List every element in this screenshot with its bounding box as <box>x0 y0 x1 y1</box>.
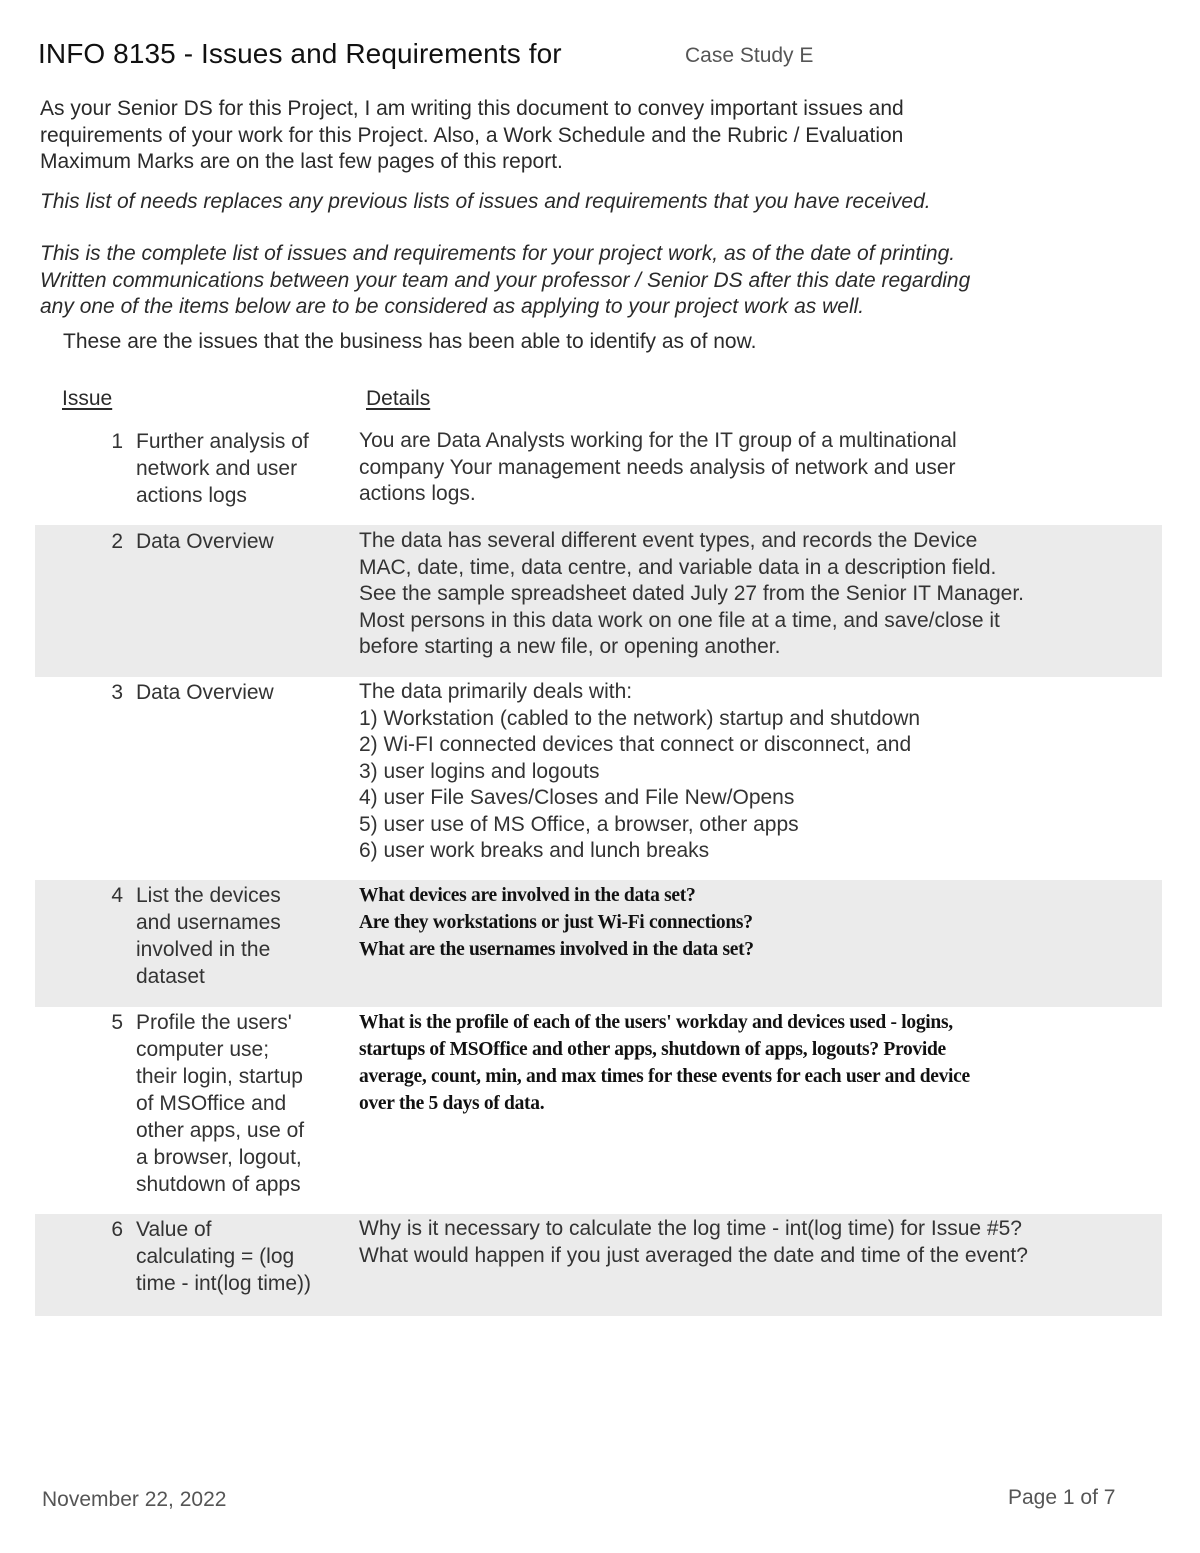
complete-list-note <box>40 241 1140 321</box>
issue-label-line: of MSOffice and <box>136 1092 287 1115</box>
detail-line: See the sample spreadsheet dated July 27 from the Senior IT Manager. <box>359 582 1025 605</box>
issue-details <box>359 528 1159 661</box>
issue-label-line: Data Overview <box>136 530 274 553</box>
issue-label-line: Profile the users' <box>136 1011 292 1034</box>
detail-line: 1) Workstation (cabled to the network) startup and shutdown <box>359 706 921 730</box>
issue-number: 5 <box>111 1011 123 1034</box>
detail-line: Are they workstations or just Wi-Fi connections? <box>359 912 753 933</box>
issue-number: 2 <box>111 530 123 553</box>
detail-line: Why is it necessary to calculate the log time - int(log time) for Issue #5? <box>359 1217 1022 1240</box>
issue-label-line: calculating = (log <box>136 1245 295 1268</box>
intro-line: As your Senior DS for this Project, I am writing this document to convey important issues and <box>40 97 904 120</box>
page-number: Page 1 of 7 <box>1008 1486 1116 1509</box>
detail-line: Most persons in this data work on one file at a time, and save/close it <box>359 608 1000 632</box>
detail-line: What devices are involved in the data set? <box>359 885 696 906</box>
issue-label <box>136 1216 341 1297</box>
replaces-note: This list of needs replaces any previous lists of issues and requirements that you have received. <box>40 189 931 213</box>
intro-line: requirements of your work for this Project. Also, a Work Schedule and the Rubric / Evaluation <box>40 123 904 147</box>
column-header-details: Details <box>366 387 431 410</box>
intro-section <box>40 96 1140 355</box>
table-header <box>0 387 1200 415</box>
detail-line: The data primarily deals with: <box>359 680 633 703</box>
table-row <box>35 880 1162 1007</box>
detail-line: The data has several different event types, and records the Device <box>359 529 978 552</box>
issue-label-line: involved in the <box>136 938 271 961</box>
issue-label-line: a browser, logout, <box>136 1146 302 1169</box>
detail-line: startups of MSOffice and other apps, shutdown of apps, logouts? Provide <box>359 1039 946 1060</box>
issue-label-line: Value of <box>136 1218 212 1241</box>
detail-line: What would happen if you just averaged the date and time of the event? <box>359 1243 1028 1267</box>
issue-number: 1 <box>111 430 123 453</box>
detail-line: MAC, date, time, data centre, and variable data in a description field. <box>359 555 997 579</box>
issue-number: 6 <box>111 1218 123 1241</box>
issue-details <box>359 679 1159 865</box>
note-line: This is the complete list of issues and requirements for your project work, as of the date of printing. <box>40 242 956 265</box>
column-header-issue: Issue <box>62 387 113 410</box>
detail-line: before starting a new file, or opening another. <box>359 635 781 658</box>
issue-label <box>136 428 341 509</box>
intro-paragraph <box>40 96 1140 176</box>
detail-line: company Your management needs analysis of network and user <box>359 455 956 479</box>
table-row <box>35 525 1162 677</box>
issue-label-line: their login, startup <box>136 1065 303 1088</box>
detail-line: 4) user File Saves/Closes and File New/Opens <box>359 786 795 809</box>
table-row <box>35 677 1162 880</box>
issues-table <box>35 420 1162 1316</box>
issue-label <box>136 679 341 706</box>
issue-label-line: Further analysis of <box>136 430 309 453</box>
issue-label-line: dataset <box>136 965 205 988</box>
detail-line: 6) user work breaks and lunch breaks <box>359 839 710 862</box>
table-row <box>35 1214 1162 1316</box>
issue-details <box>359 1009 1159 1117</box>
issue-number: 4 <box>111 884 123 907</box>
issue-label-line: network and user <box>136 457 298 480</box>
page-title: INFO 8135 - Issues and Requirements for <box>38 38 562 69</box>
detail-line: average, count, min, and max times for these events for each user and device <box>359 1066 970 1087</box>
footer-date: November 22, 2022 <box>42 1488 227 1511</box>
issue-details <box>359 428 1159 508</box>
issue-label <box>136 1009 341 1198</box>
title-row <box>38 38 1158 78</box>
detail-line: What are the usernames involved in the data set? <box>359 939 754 960</box>
table-row <box>35 420 1162 525</box>
detail-line: over the 5 days of data. <box>359 1093 545 1114</box>
detail-line: 2) Wi-FI connected devices that connect or disconnect, and <box>359 733 912 756</box>
issue-details <box>359 1216 1159 1269</box>
issue-label-line: actions logs <box>136 484 247 507</box>
note-line: any one of the items below are to be considered as applying to your project work as well. <box>40 295 865 318</box>
issues-intro-line: These are the issues that the business has been able to identify as of now. <box>63 329 757 353</box>
issue-details <box>359 882 1159 963</box>
note-line: Written communications between your team and your professor / Senior DS after this date regarding <box>40 268 971 292</box>
detail-line: actions logs. <box>359 482 476 505</box>
intro-line: Maximum Marks are on the last few pages of this report. <box>40 150 563 173</box>
issue-label <box>136 882 341 990</box>
issue-label-line: List the devices <box>136 884 281 907</box>
issue-label-line: Data Overview <box>136 681 274 704</box>
case-study-label: Case Study E <box>685 44 814 67</box>
issue-label-line: time - int(log time)) <box>136 1272 312 1295</box>
detail-line: What is the profile of each of the users' workday and devices used - logins, <box>359 1012 953 1033</box>
detail-line: You are Data Analysts working for the IT group of a multinational <box>359 429 957 452</box>
issue-number: 3 <box>111 681 123 704</box>
issue-label-line: and usernames <box>136 911 281 934</box>
issue-label-line: shutdown of apps <box>136 1173 301 1196</box>
detail-line: 3) user logins and logouts <box>359 759 600 783</box>
detail-line: 5) user use of MS Office, a browser, other apps <box>359 812 799 836</box>
issue-label <box>136 528 341 555</box>
table-row <box>35 1007 1162 1214</box>
issue-label-line: computer use; <box>136 1038 270 1061</box>
issue-label-line: other apps, use of <box>136 1119 305 1142</box>
